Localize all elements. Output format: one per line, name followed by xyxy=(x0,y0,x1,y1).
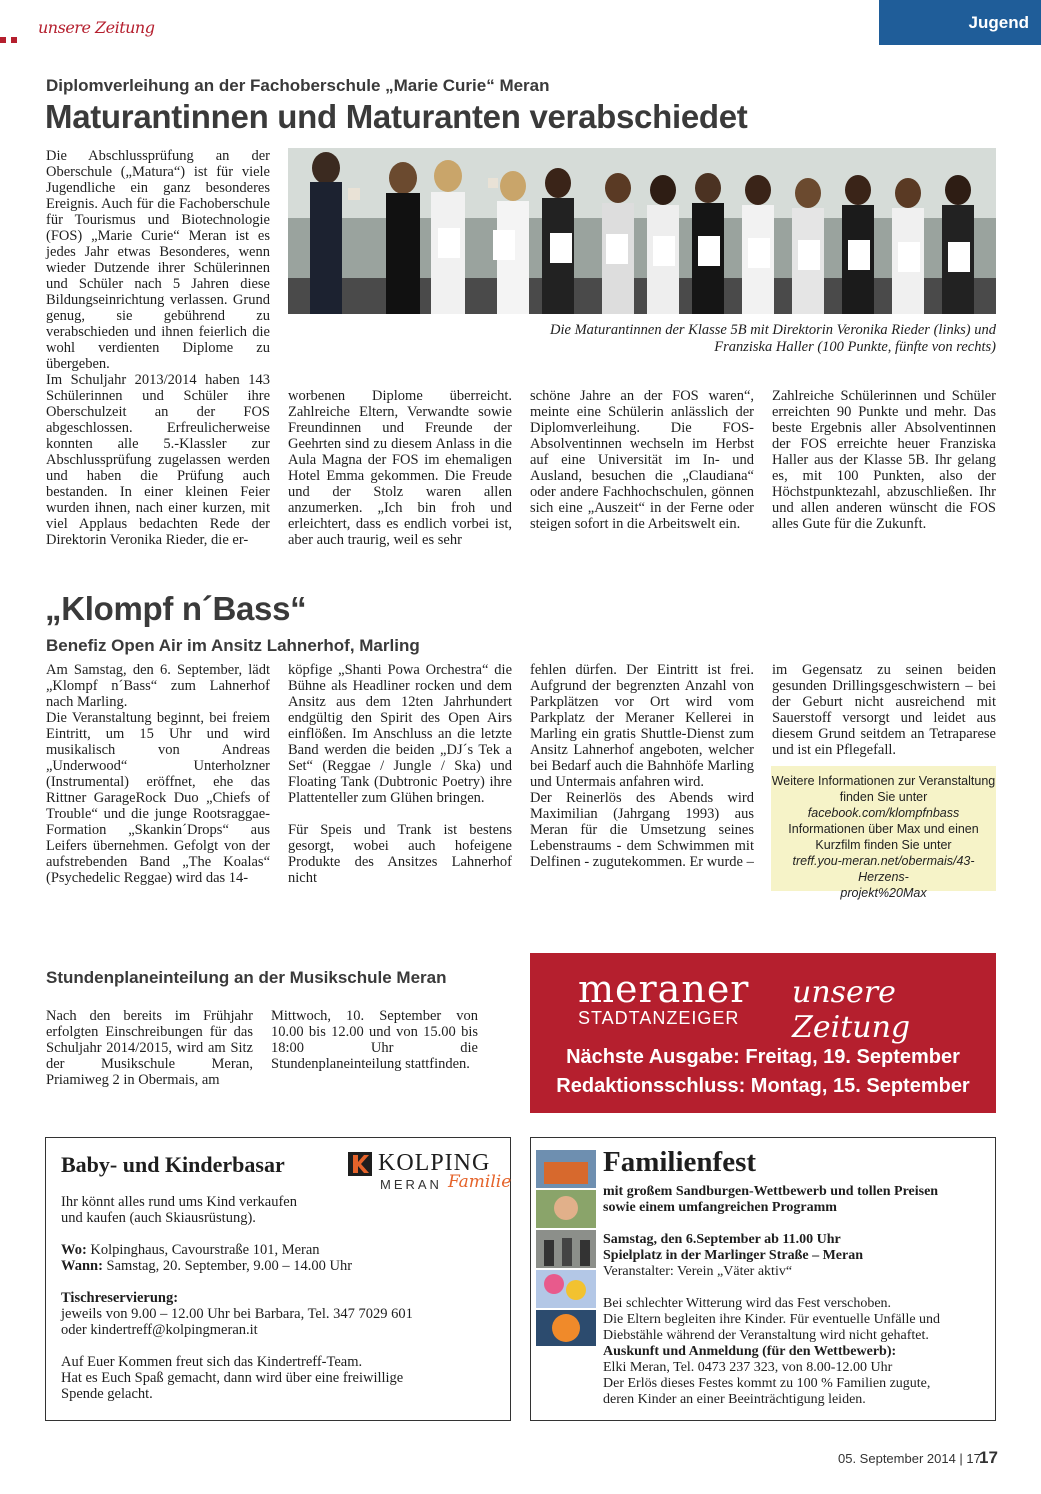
fest-date: Samstag, den 6.September ab 11.00 Uhr xyxy=(603,1232,841,1247)
project-link[interactable]: treff.you-meran.net/obermais/43-Herzens- xyxy=(792,854,975,884)
article3-column-1: Nach den bereits im Frühjahr erfolgten Einschreibungen für das Schuljahr 2014/2015, wird am Sitz der Musikschule Meran, Priamiweg 2 in Obermais, am xyxy=(46,1008,253,1088)
article2-para-4: Für Speis und Trank ist bestens gesorgt, wobei auch hofeigene Produkte des Ansitzes Lahnerhof nicht xyxy=(288,822,512,886)
kolping-k-icon xyxy=(348,1152,372,1176)
reservation-label: Tischreservierung: xyxy=(61,1290,179,1306)
basar-closing: Hat es Euch Spaß gemacht, dann wird über eine freiwillige xyxy=(61,1370,404,1386)
wann-value: Samstag, 20. September, 9.00 – 14.00 Uhr xyxy=(102,1258,353,1274)
next-issue-line: Nächste Ausgabe: Freitag, 19. September xyxy=(566,1046,960,1068)
info-line: Kurzfilm finden Sie unter xyxy=(815,838,952,852)
fest-note: Diebstähle während der Veranstaltung wird nicht gehaftet. xyxy=(603,1328,929,1343)
article2-para-2: Die Veranstaltung beginnt, bei freiem Eintritt, um 15 Uhr und wird musikalisch von Andreas „Underwood“ Unterholzner (Instrumental) eröffnet, ehe das Rittner GarageRock Duo „Chiefs of Trouble“ und die junge Rootsraggae-Formation „Skankin´Drops“ aus Leifers übernehmen. Gefolgt von der aufstrebenden Band „The Koalas“ (Psychedelic Reggae) wird das 14- xyxy=(46,710,270,886)
article1-column-1 xyxy=(46,148,270,548)
fest-info: Der Erlös dieses Festes kommt zu 100 % Familien zugute, xyxy=(603,1376,931,1391)
article1-column-4: Zahlreiche Schülerinnen und Schüler erreichten 90 Punkte und mehr. Das beste Ergebnis aller Absolventinnen der FOS erreichte heuer Franziska Haller aus der Klasse 5B. Ihr gelang es, mit 100 Punkten, also der Höchstpunktezahl, abzuschließen. Ihr und allen anderen wünscht die FOS alles Gute für die Zukunft. xyxy=(772,388,996,532)
project-link-cont[interactable]: projekt%20Max xyxy=(840,886,927,900)
fest-subtitle: sowie einem umfangreichen Programm xyxy=(603,1200,837,1215)
familienfest-box xyxy=(530,1137,996,1421)
article2-para-3: köpfige „Shanti Powa Orchestra“ die Bühne als Headliner rocken und dem Ansitz aus dem 12ten Jahrhundert endgültig den Spirit des Open Airs einflößen. Im Anschluss an die letzte Band werden die beiden „DJ´s Tek a Set“ (Reggae / Jungle / Ska) und Floating Tank (Dubtronic Poetry) ihre Plattenteller zum Glühen bringen. xyxy=(288,662,512,806)
familienfest-title: Familienfest xyxy=(603,1146,757,1178)
event-info-box xyxy=(771,766,996,900)
info-line: finden Sie unter xyxy=(839,790,928,804)
kolping-familie: Familie xyxy=(448,1172,512,1192)
article1-para-2: Im Schuljahr 2013/2014 haben 143 Schülerinnen und Schüler ihre Oberschulzeit an der FOS abgeschlossen. Erfreulicherweise konnten alle 5.-Klassler zur Abschlussprüfung zugelassen werden und haben die Prüfung auch bestanden. In einer kleinen Feier wurden ihnen, nach einer kurzen, mit viel Applaus bedachten Rede der Direktorin Veronika Rieder, die er- xyxy=(46,372,270,548)
unsere-zeitung-logo: unsere Zeitung xyxy=(792,975,911,1045)
article2-kicker: Benefiz Open Air im Ansitz Lahnerhof, Marling xyxy=(46,636,420,655)
article2-column-1 xyxy=(46,662,270,886)
section-tab: Jugend xyxy=(879,0,1041,45)
fest-info-label: Auskunft und Anmeldung (für den Wettbewerb): xyxy=(603,1344,897,1359)
brand-dots xyxy=(0,28,24,36)
kolping-wordmark: KOLPING xyxy=(378,1150,491,1176)
graduation-photo xyxy=(288,148,996,314)
article2-para-6: Der Reinerlös des Abends wird Maximilian (Jahrgang 1993) aus Meran für die Umsetzung seines Lebenstraums - dem Schwimmen mit Delfinen - zugutekommen. Er wurde – xyxy=(530,790,754,870)
reservation-email[interactable]: oder kindertreff@kolpingmeran.it xyxy=(61,1322,258,1338)
info-line: Weitere Informationen zur Veranstaltung xyxy=(771,774,996,788)
fest-subtitle: mit großem Sandburgen-Wettbewerb und tollen Preisen xyxy=(603,1184,939,1199)
graduation-photo-illustration xyxy=(288,148,996,314)
basar-closing: Auf Euer Kommen freut sich das Kindertreff-Team. xyxy=(61,1354,363,1370)
basar-title: Baby- und Kinderbasar xyxy=(61,1152,285,1177)
fest-place: Spielplatz in der Marlinger Straße – Meran xyxy=(603,1248,864,1263)
fest-info: Elki Meran, Tel. 0473 237 323, von 8.00-12.00 Uhr xyxy=(603,1360,893,1375)
article1-headline: Maturantinnen und Maturanten verabschiedet xyxy=(45,98,748,135)
article2-column-4: im Gegensatz zu seinen beiden gesunden Drillingsgeschwistern – bei der Geburt nicht ausreichend mit Sauerstoff versorgt und leidet aus diesem Grund seitdem an Tetraparese und ist ein Pflegefall. xyxy=(772,662,996,758)
basar-intro: und kaufen (auch Skiausrüstung). xyxy=(61,1210,256,1226)
basar-closing: Spende gelacht. xyxy=(61,1386,153,1402)
article3-headline: Stundenplaneinteilung an der Musikschule Meran xyxy=(46,968,447,987)
fest-note: Bei schlechter Witterung wird das Fest verschoben. xyxy=(603,1296,892,1311)
wann-label: Wann: xyxy=(61,1258,103,1274)
article2-column-2 xyxy=(288,662,512,886)
article3-column-2: Mittwoch, 10. September von 10.00 bis 12.00 und von 15.00 bis 18:00 Uhr die Stundenplaneinteilung stattfinden. xyxy=(271,1008,478,1072)
fest-note: Die Eltern begleiten ihre Kinder. Für eventuelle Unfälle und xyxy=(603,1312,941,1327)
article2-headline: „Klompf n´Bass“ xyxy=(45,590,307,627)
stadtanzeiger-label: STADTANZEIGER xyxy=(578,1008,740,1028)
familienfest-image-strip xyxy=(536,1150,596,1346)
deadline-line: Redaktionsschluss: Montag, 15. September xyxy=(556,1075,970,1097)
familienfest-text xyxy=(603,1184,988,1408)
article2-para-1: Am Samstag, den 6. September, lädt „Klompf n´Bass“ zum Lahnerhof nach Marling. xyxy=(46,662,270,710)
page-number: 17 xyxy=(979,1448,998,1467)
article2-para-5: fehlen dürfen. Der Eintritt ist frei. Aufgrund der begrenzten Anzahl von Parkplätzen vor Ort wird vom Parkplatz der Meraner Kellerei in Marling ein gratis Shuttle-Dienst zum Ansitz Lahnerhof angeboten, welcher bei Bedarf auch die Bahnhöfe Marling und Untermais anfahren wird. xyxy=(530,662,754,790)
article1-column-3: schöne Jahre an der FOS waren“, meinte eine Schülerin anlässlich der Diplomverleihung. Die FOS-Absolventinnen wechseln im Herbst auf eine Universität im In- und Ausland, besuchen die „Claudiana“ oder andere Fachhochschulen, gönnen sich eine „Auszeit“ in der Ferne oder steigen sofort in die Arbeitswelt ein. xyxy=(530,388,754,532)
wo-value: Kolpinghaus, Cavourstraße 101, Meran xyxy=(86,1242,320,1258)
meraner-logo: meraner xyxy=(578,967,750,1011)
article2-column-3 xyxy=(530,662,754,870)
event-photos xyxy=(536,1150,596,1346)
wo-label: Wo: xyxy=(61,1242,87,1258)
article1-column-2: worbenen Diplome überreicht. Zahlreiche Eltern, Verwandte sowie Freundinnen und Freunde der Geehrten sind zu diesem Anlass in die Aula Magna der FOS im ehemaligen Hotel Emma gekommen. Die Freude und der Stolz waren allen anzumerken. „Ich bin froh und erleichtert, dass es endlich vorbei ist, aber auch traurig, weil es sehr xyxy=(288,388,512,548)
footer-date: 05. September 2014 | 17 xyxy=(838,1451,981,1466)
article1-para-1: Die Abschlussprüfung an der Oberschule („Matura“) ist für viele Jugendliche ein ganz besonderes Ereignis. Auch für die Fachoberschule für Tourismus und Biotechnologie (FOS) „Marie Curie“ Meran ist es jedes Jahr etwas Besonderes, wenn wieder Dutzende ihrer Schülerinnen und Schüler nach 5 Jahren diese Bildungseinrichtung verlassen. Grund genug, sie gebührend zu verabschieden und ihnen feierlich die wohl verdienten Diplome zu übergeben. xyxy=(46,148,270,372)
facebook-link[interactable]: facebook.com/klompfnbass xyxy=(807,806,960,820)
photo-caption xyxy=(480,322,996,356)
photo-caption-line-2: Franziska Haller (100 Punkte, fünfte von rechts) xyxy=(714,339,996,355)
fest-organizer: Veranstalter: Verein „Väter aktiv“ xyxy=(603,1264,793,1279)
article1-kicker: Diplomverleihung an der Fachoberschule „Marie Curie“ Meran xyxy=(46,76,550,95)
reservation-phone: jeweils von 9.00 – 12.00 Uhr bei Barbara, Tel. 347 7029 601 xyxy=(61,1306,413,1322)
masthead-logo: unsere Zeitung xyxy=(38,18,155,37)
photo-caption-line-1: Die Maturantinnen der Klasse 5B mit Direktorin Veronika Rieder (links) und xyxy=(550,322,996,338)
kolping-meran: MERAN xyxy=(380,1177,442,1192)
basar-box xyxy=(45,1137,511,1421)
basar-text xyxy=(61,1194,501,1402)
meraner-ad xyxy=(530,953,996,1113)
fest-info: deren Kinder an einer Beeinträchtigung leiden. xyxy=(603,1392,866,1407)
basar-intro: Ihr könnt alles rund ums Kind verkaufen xyxy=(61,1194,297,1210)
info-line: Informationen über Max und einen xyxy=(788,822,979,836)
